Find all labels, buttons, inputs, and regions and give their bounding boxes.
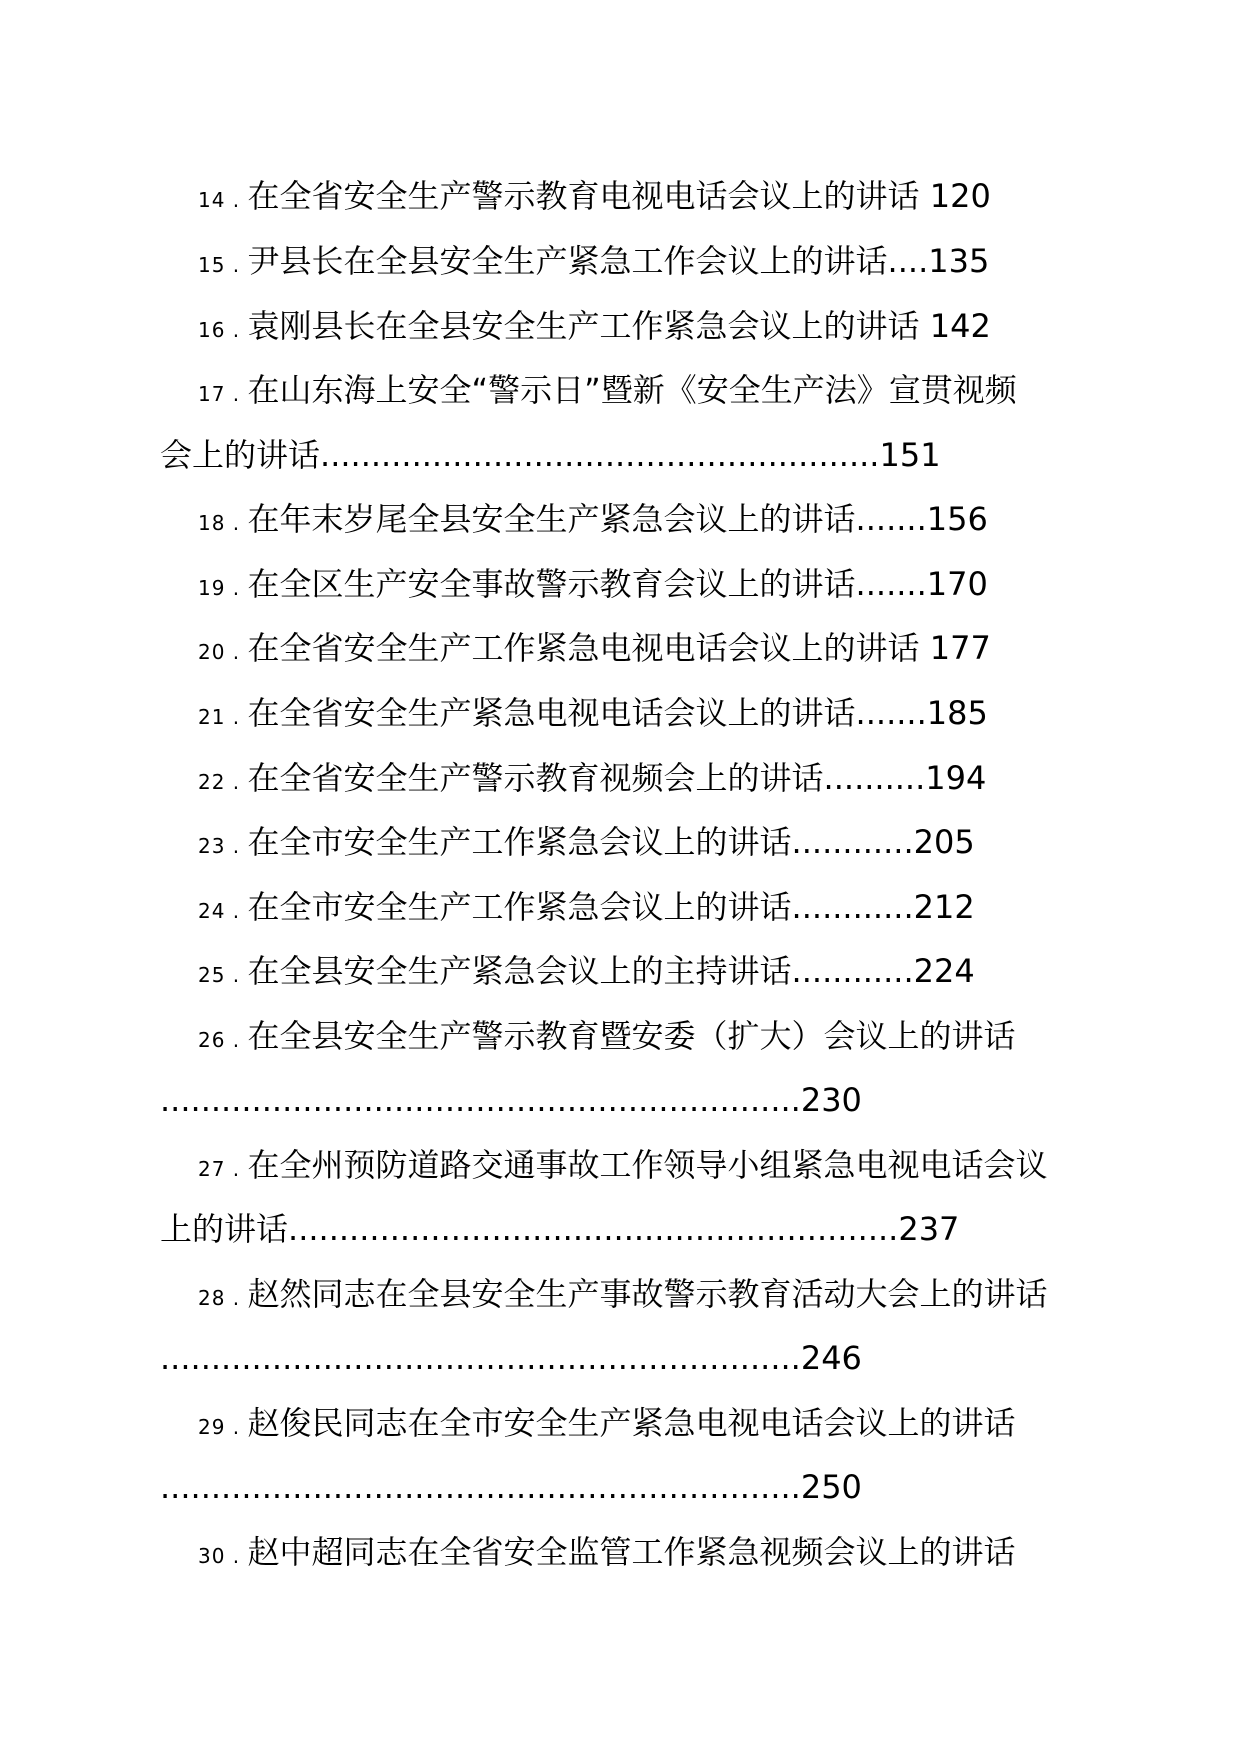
toc-entry-20[interactable]: [198, 616, 991, 680]
entry-page: 120: [929, 177, 991, 215]
entry-page: 246: [800, 1339, 862, 1377]
toc-entry-27[interactable]: [198, 1133, 1048, 1197]
entry-number: 25 .: [198, 963, 248, 987]
entry-leader: ............: [791, 888, 914, 926]
entry-number: 20 .: [198, 640, 248, 664]
toc-entry-27-continuation[interactable]: [160, 1197, 959, 1261]
entry-title: 尹县长在全县安全生产紧急工作会议上的讲话: [247, 242, 888, 280]
entry-leader: ...............................................................: [160, 1081, 801, 1119]
entry-title-continued: 上的讲话: [160, 1210, 289, 1248]
toc-entry-26-continuation[interactable]: [160, 1068, 862, 1132]
entry-leader: [920, 177, 930, 215]
entry-page: 142: [929, 307, 991, 345]
toc-entry-24[interactable]: [198, 875, 975, 939]
entry-leader: ..........: [823, 759, 926, 797]
toc-entry-14[interactable]: [198, 164, 991, 228]
entry-page: 194: [925, 759, 987, 797]
entry-leader: .......: [855, 694, 927, 732]
entry-leader: ...............................................................: [160, 1468, 801, 1506]
toc-entry-21[interactable]: [198, 681, 988, 745]
entry-number: 21 .: [198, 705, 248, 729]
toc-entry-26[interactable]: [198, 1004, 1016, 1068]
entry-page: 135: [928, 242, 990, 280]
entry-title: 袁刚县长在全县安全生产工作紧急会议上的讲话: [247, 307, 920, 345]
entry-title: 在年末岁尾全县安全生产紧急会议上的讲话: [247, 500, 856, 538]
entry-leader: [920, 307, 930, 345]
entry-number: 29 .: [198, 1415, 248, 1439]
entry-title: 在全区生产安全事故警示教育会议上的讲话: [247, 565, 856, 603]
entry-number: 26 .: [198, 1028, 248, 1052]
entry-title: 在全省安全生产紧急电视电话会议上的讲话: [247, 694, 856, 732]
entry-number: 22 .: [198, 770, 248, 794]
entry-number: 24 .: [198, 899, 248, 923]
entry-leader: ............................................................: [288, 1210, 899, 1248]
toc-entry-16[interactable]: [198, 294, 991, 358]
entry-number: 19 .: [198, 576, 248, 600]
entry-page: 224: [913, 952, 975, 990]
entry-page: 250: [800, 1468, 862, 1506]
entry-number: 27 .: [198, 1157, 248, 1181]
entry-page: 230: [800, 1081, 862, 1119]
toc-entry-23[interactable]: [198, 810, 975, 874]
entry-title: 在全县安全生产紧急会议上的主持讲话: [247, 952, 792, 990]
toc-entry-29[interactable]: [198, 1391, 1016, 1455]
entry-number: 14 .: [198, 188, 248, 212]
entry-title-continued: 会上的讲话: [160, 436, 321, 474]
entry-number: 28 .: [198, 1286, 248, 1310]
entry-leader: .......: [855, 565, 927, 603]
toc-entry-25[interactable]: [198, 939, 975, 1003]
toc-entry-19[interactable]: [198, 552, 988, 616]
entry-leader: ....: [887, 242, 929, 280]
entry-title: 赵然同志在全县安全生产事故警示教育活动大会上的讲话: [247, 1275, 1048, 1313]
entry-leader: .......: [855, 500, 927, 538]
toc-entry-17-continuation[interactable]: [160, 423, 941, 487]
entry-leader: .......................................................: [320, 436, 880, 474]
entry-title: 在山东海上安全“警示日”暨新《安全生产法》宣贯视频: [247, 371, 1017, 409]
entry-leader: ............: [791, 823, 914, 861]
entry-number: 23 .: [198, 834, 248, 858]
entry-leader: ............: [791, 952, 914, 990]
toc-entry-17[interactable]: [198, 358, 1017, 422]
toc-entry-28-continuation[interactable]: [160, 1326, 862, 1390]
entry-page: 212: [913, 888, 975, 926]
entry-number: 18 .: [198, 511, 248, 535]
entry-page: 151: [879, 436, 941, 474]
entry-title: 在全省安全生产警示教育视频会上的讲话: [247, 759, 824, 797]
toc-entry-22[interactable]: [198, 746, 986, 810]
entry-leader: ...............................................................: [160, 1339, 801, 1377]
toc-entry-29-continuation[interactable]: [160, 1455, 862, 1519]
entry-title: 在全州预防道路交通事故工作领导小组紧急电视电话会议: [247, 1146, 1048, 1184]
entry-page: 237: [898, 1210, 960, 1248]
entry-title: 在全市安全生产工作紧急会议上的讲话: [247, 888, 792, 926]
toc-entry-28[interactable]: [198, 1262, 1048, 1326]
entry-number: 16 .: [198, 318, 248, 342]
entry-number: 17 .: [198, 382, 248, 406]
entry-page: 156: [926, 500, 988, 538]
toc-entry-15[interactable]: [198, 229, 989, 293]
toc-entry-18[interactable]: [198, 487, 988, 551]
entry-title: 赵中超同志在全省安全监管工作紧急视频会议上的讲话: [247, 1533, 1016, 1571]
entry-title: 赵俊民同志在全市安全生产紧急电视电话会议上的讲话: [247, 1404, 1016, 1442]
entry-leader: [920, 629, 930, 667]
entry-number: 15 .: [198, 253, 248, 277]
entry-title: 在全省安全生产工作紧急电视电话会议上的讲话: [247, 629, 920, 667]
entry-page: 185: [926, 694, 988, 732]
entry-page: 177: [929, 629, 991, 667]
entry-page: 170: [926, 565, 988, 603]
entry-title: 在全省安全生产警示教育电视电话会议上的讲话: [247, 177, 920, 215]
entry-page: 205: [913, 823, 975, 861]
entry-title: 在全市安全生产工作紧急会议上的讲话: [247, 823, 792, 861]
entry-title: 在全县安全生产警示教育暨安委（扩大）会议上的讲话: [247, 1017, 1016, 1055]
toc-entry-30[interactable]: [198, 1520, 1016, 1584]
entry-number: 30 .: [198, 1544, 248, 1568]
